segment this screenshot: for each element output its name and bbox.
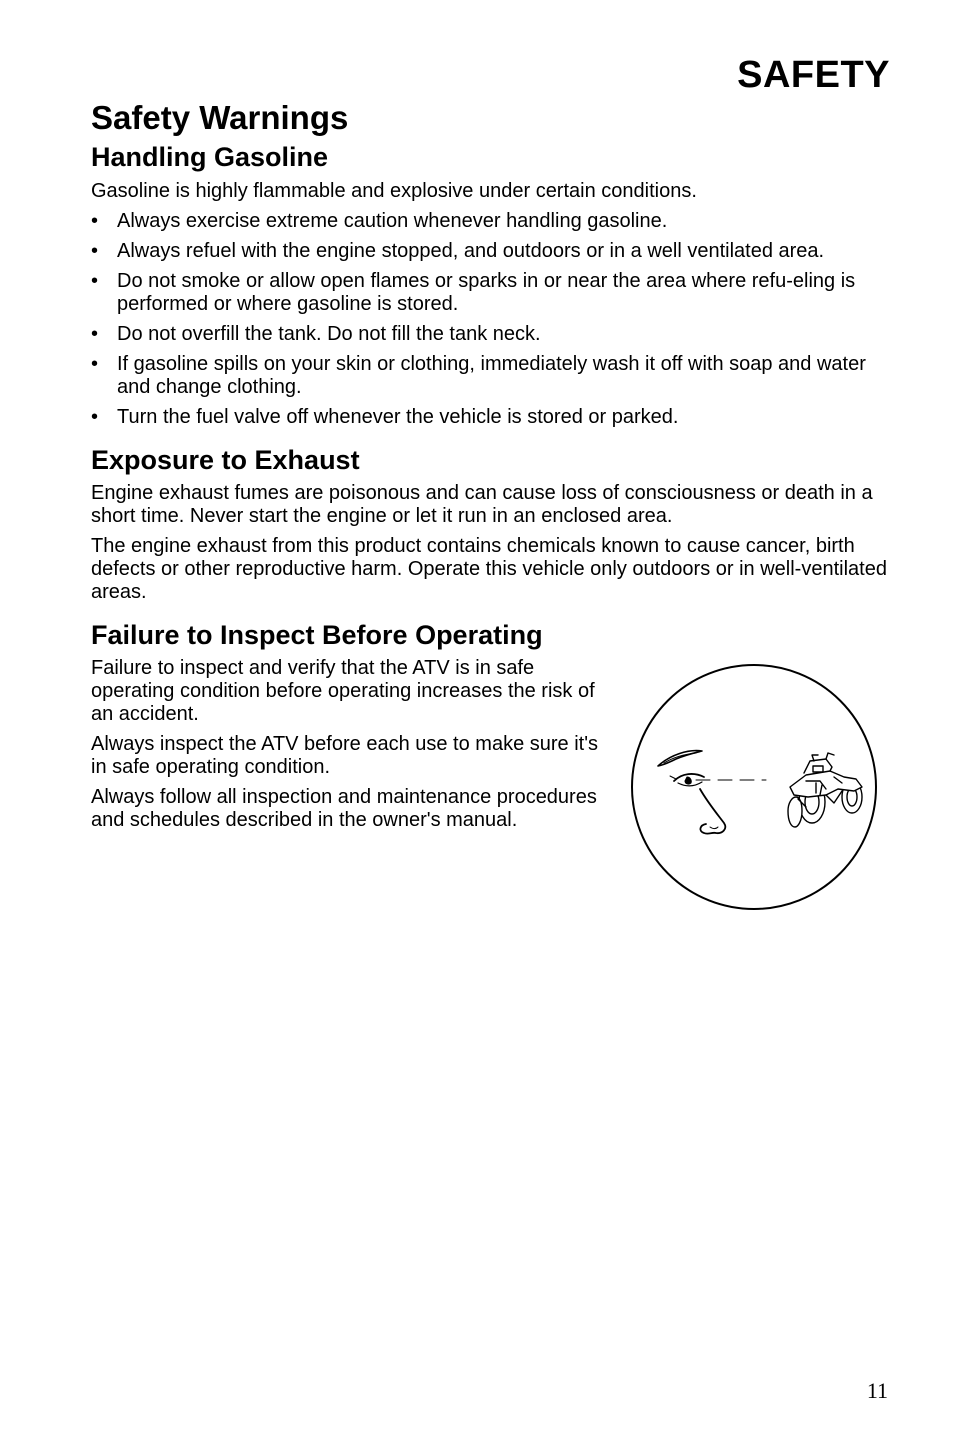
inspect-text-block <box>91 657 603 832</box>
list-item <box>91 323 891 346</box>
bullet: • <box>91 353 99 375</box>
inspect-paragraph: Always follow all inspection and maintenance procedures and schedules described in the owner's manual. <box>91 786 597 831</box>
list-item <box>91 353 891 399</box>
list-item-text: Always refuel with the engine stopped, and outdoors or in a well ventilated area. <box>117 240 825 262</box>
list-item-text: Turn the fuel valve off whenever the vehicle is stored or parked. <box>117 406 679 428</box>
section-title-handling-gasoline: Handling Gasoline <box>91 142 329 172</box>
bullet: • <box>91 406 99 428</box>
gasoline-intro: Gasoline is highly flammable and explosive under certain conditions. <box>91 180 697 202</box>
inspect-paragraph: Failure to inspect and verify that the ATV is in safe operating condition before operating increases the risk of an accident. <box>91 657 595 725</box>
bullet: • <box>91 240 99 262</box>
gasoline-warning-list <box>91 210 891 429</box>
exhaust-paragraph: Engine exhaust fumes are poisonous and can cause loss of consciousness or death in a short time. Never start the engine or let it run in an enclosed area. <box>91 482 873 527</box>
bullet: • <box>91 323 99 345</box>
chapter-title: SAFETY <box>737 54 890 96</box>
section-title-failure-to-inspect: Failure to Inspect Before Operating <box>91 620 543 650</box>
bullet: • <box>91 270 99 292</box>
list-item <box>91 270 891 316</box>
list-item-text: Do not smoke or allow open flames or sparks in or near the area where refu-eling is performed or where gasoline is stored. <box>117 270 856 315</box>
page-number: 11 <box>866 1378 888 1403</box>
list-item-text: Always exercise extreme caution whenever handling gasoline. <box>117 210 668 232</box>
list-item <box>91 406 891 429</box>
bullet: • <box>91 210 99 232</box>
list-item <box>91 240 891 263</box>
list-item-text: Do not overfill the tank. Do not fill the tank neck. <box>117 323 541 345</box>
exhaust-paragraph: The engine exhaust from this product contains chemicals known to cause cancer, birth defects or other reproductive harm. Operate this vehicle only outdoors or in well-ventilated areas. <box>91 535 887 603</box>
page-title: Safety Warnings <box>91 99 349 136</box>
inspect-paragraph: Always inspect the ATV before each use to make sure it's in safe operating condition. <box>91 733 599 778</box>
list-item-text: If gasoline spills on your skin or clothing, immediately wash it off with soap and water and change clothing. <box>117 353 866 398</box>
section-title-exposure-to-exhaust: Exposure to Exhaust <box>91 445 360 475</box>
list-item <box>91 210 891 233</box>
section-exposure-to-exhaust <box>91 443 891 604</box>
eye-inspecting-atv-icon <box>630 663 878 911</box>
